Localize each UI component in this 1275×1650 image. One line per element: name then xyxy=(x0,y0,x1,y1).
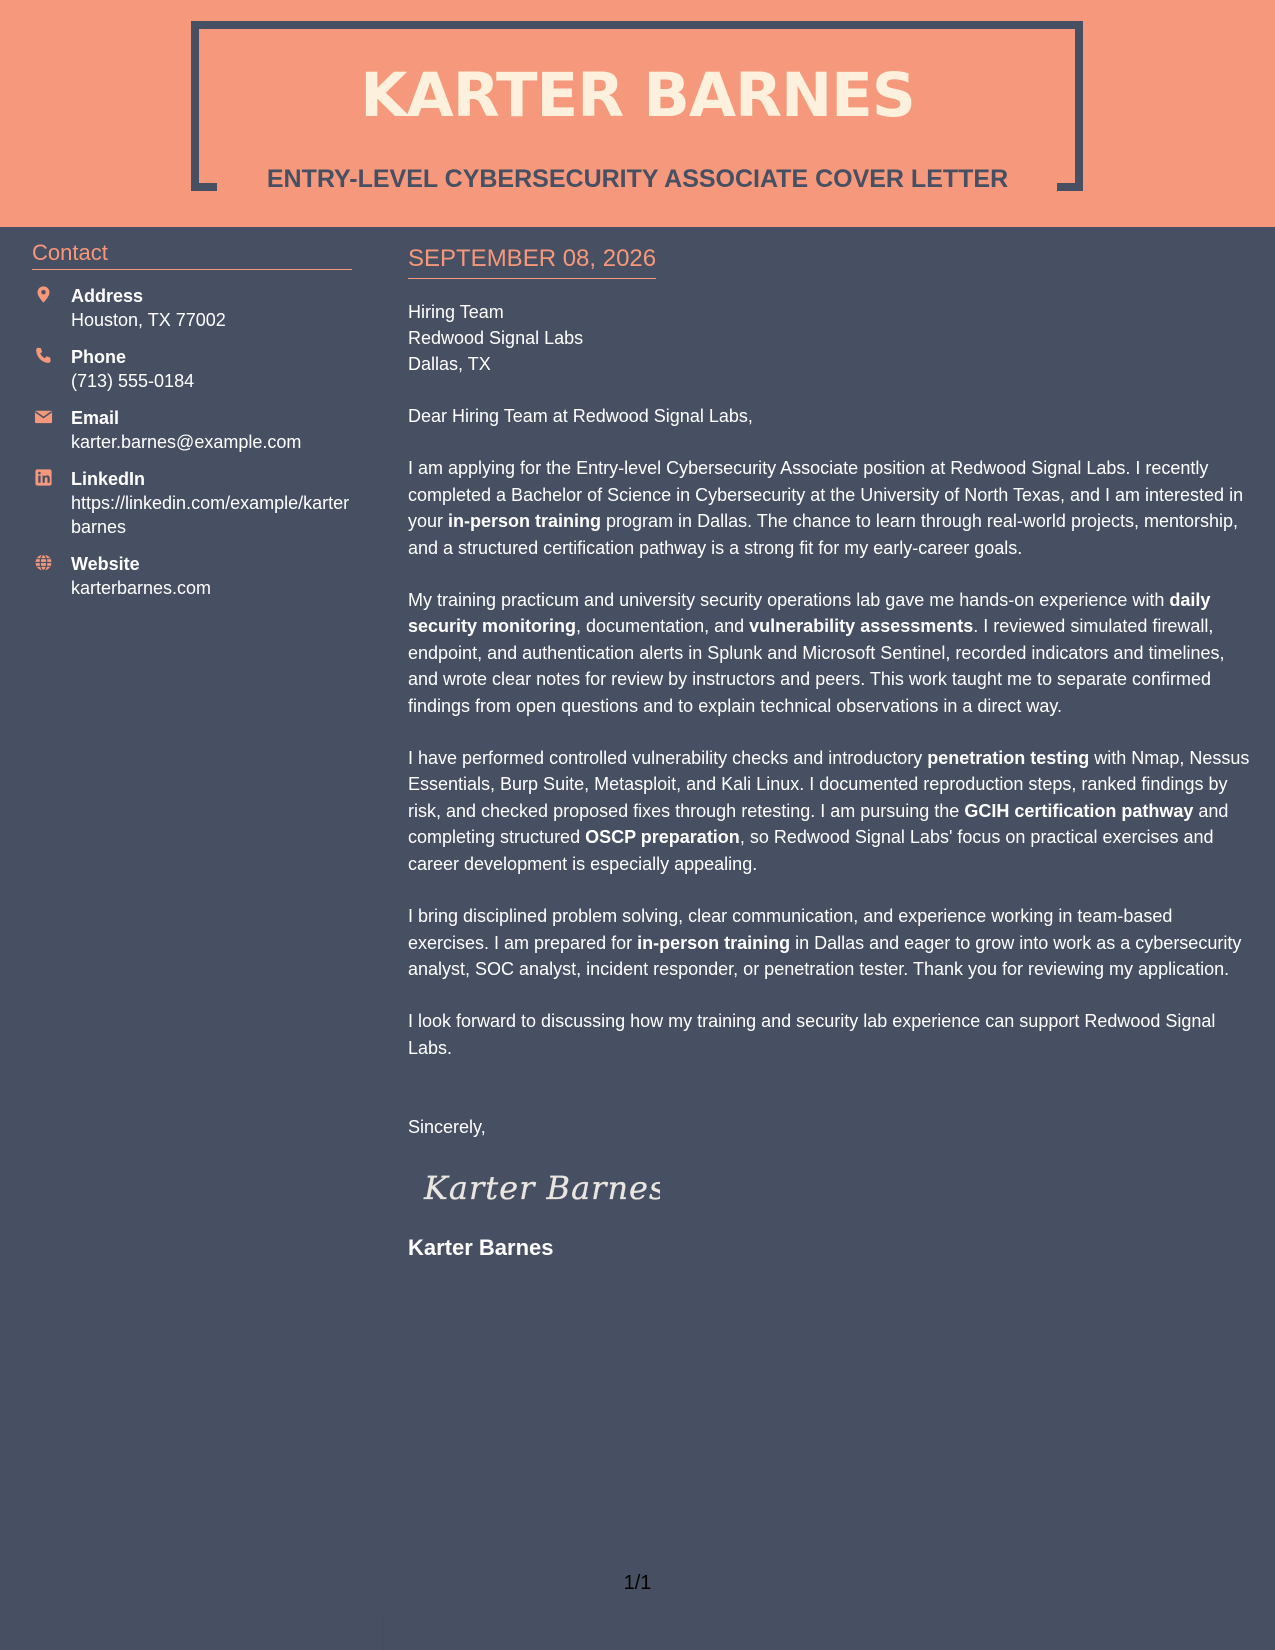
paragraph-text: I am applying for the Entry-level Cybersecurity Associate position at Redwood Signal Labs. I recently completed a Bachelor of Science in Cybersecurity at the University of North Texas, and I am interested in your xyxy=(408,458,1244,532)
paragraph-text: in Dallas and eager to grow into work as a cybersecurity analyst, SOC analyst, incident responder, or penetration tester. Thank you for reviewing my application. xyxy=(408,932,1242,979)
emphasis-text: in-person training xyxy=(637,932,791,953)
recipient-block xyxy=(408,299,1250,377)
footer-divider xyxy=(382,1615,383,1650)
globe-icon xyxy=(34,553,53,572)
contact-phone xyxy=(32,345,352,393)
emphasis-text: penetration testing xyxy=(927,748,1090,769)
emphasis-text: daily security monitoring xyxy=(408,590,1211,637)
map-pin-icon xyxy=(34,285,53,304)
phone-icon xyxy=(34,346,53,365)
body-paragraph xyxy=(408,903,1250,982)
paragraph-text: program in Dallas. The chance to learn through real-world projects, mentorship, and a structured certification pathway is a strong fit for my early-career goals. xyxy=(408,511,1239,558)
emphasis-text: OSCP preparation xyxy=(585,827,740,848)
linkedin-icon xyxy=(34,468,53,487)
contact-label: LinkedIn xyxy=(71,469,146,489)
closing: Sincerely, xyxy=(408,1117,486,1138)
recipient-line: Redwood Signal Labs xyxy=(408,328,584,348)
contact-email xyxy=(32,406,352,454)
body-paragraph xyxy=(408,745,1250,877)
body-paragraph xyxy=(408,1008,1250,1061)
emphasis-text: GCIH certification pathway xyxy=(964,800,1194,821)
contact-website xyxy=(32,552,352,600)
recipient-line: Dallas, TX xyxy=(408,354,491,374)
contact-value: https://linkedin.com/example/karterbarnes xyxy=(71,493,350,537)
recipient-line: Hiring Team xyxy=(408,302,504,322)
contact-value: karterbarnes.com xyxy=(71,578,212,598)
contact-value: Houston, TX 77002 xyxy=(71,310,226,330)
contact-label: Address xyxy=(71,286,144,306)
contact-value: karter.barnes@example.com xyxy=(71,432,302,452)
paragraph-text: My training practicum and university security operations lab gave me hands-on experience with xyxy=(408,590,1170,611)
paragraph-text: I bring disciplined problem solving, clear communication, and experience working in team-based exercises. I am prepared for xyxy=(408,906,1173,953)
handwritten-signature xyxy=(420,1163,660,1213)
salutation: Dear Hiring Team at Redwood Signal Labs, xyxy=(408,406,753,426)
paragraph-text: , so Redwood Signal Labs' focus on practical exercises and career development is especially appealing. xyxy=(408,827,1214,874)
contact-value: (713) 555-0184 xyxy=(71,371,195,391)
applicant-name: KARTER BARNES xyxy=(360,60,915,131)
body-paragraph xyxy=(408,587,1250,719)
envelope-icon xyxy=(34,407,53,426)
contact-sidebar xyxy=(32,240,352,600)
contact-address xyxy=(32,284,352,332)
paragraph-text: I have performed controlled vulnerability checks and introductory xyxy=(408,748,928,769)
paragraph-text: , documentation, and xyxy=(576,616,750,637)
page-indicator: 1/1 xyxy=(623,1572,652,1594)
paragraph-text: I look forward to discussing how my training and security lab experience can support Redwood Signal Labs. xyxy=(408,1011,1216,1058)
letter-body xyxy=(408,245,1250,1261)
contact-label: Phone xyxy=(71,347,127,367)
contact-label: Website xyxy=(71,554,140,574)
document-title: ENTRY-LEVEL CYBERSECURITY ASSOCIATE COVER LETTER xyxy=(266,165,1009,193)
contact-label: Email xyxy=(71,408,120,428)
letter-date: SEPTEMBER 08, 2026 xyxy=(408,245,656,279)
paragraph-text: . I reviewed simulated firewall, endpoint, and authentication alerts in Splunk and Microsoft Sentinel, recorded indicators and timelines, and wrote clear notes for review by instructors and peers. This work taught me to separate confirmed findings from open questions and to explain technical observations in a direct way. xyxy=(408,616,1225,716)
svg-text:Karter Barnes: Karter Barnes xyxy=(424,1169,660,1208)
body-paragraph xyxy=(408,455,1250,561)
paragraph-text: with Nmap, Nessus Essentials, Burp Suite, Metasploit, and Kali Linux. I documented reproduction steps, ranked findings by risk, and checked proposed fixes through retesting. I am pursuing the xyxy=(408,748,1250,821)
header-banner xyxy=(0,0,1275,227)
emphasis-text: vulnerability assessments xyxy=(749,616,974,637)
contact-linkedin xyxy=(32,467,352,539)
contact-heading: Contact xyxy=(32,240,352,270)
emphasis-text: in-person training xyxy=(448,511,602,532)
paragraph-text: and completing structured xyxy=(408,800,1229,848)
signer-name: Karter Barnes xyxy=(408,1235,554,1261)
